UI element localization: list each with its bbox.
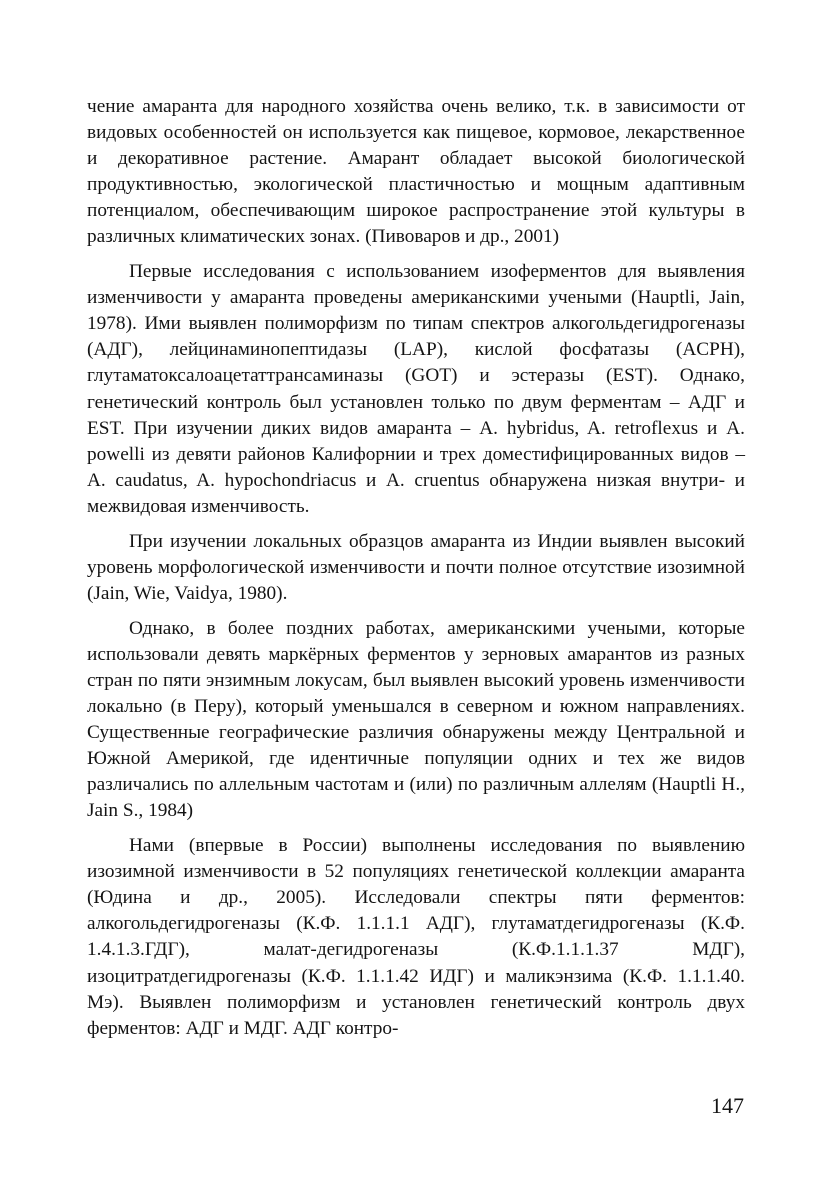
body-text <box>87 94 745 1051</box>
paragraph-3: При изучении локальных образцов амаранта из Индии выявлен высокий уровень морфологической изменчивости и почти полное отсутствие изозимной (Jain, Wie, Vaidya, 1980). <box>87 530 745 604</box>
paragraph-1: чение амаранта для народного хозяйства очень велико, т.к. в зависимости от видовых особенностей он используется как пищевое, кормовое, лекарственное и декоративное растение. Амарант обладает высокой биологической продуктивностью, экологической пластичностью и мощным адаптивным потенциалом, обеспечивающим широкое распространение этой культуры в различных климатических зонах. (Пивоваров и др., 2001) <box>87 96 745 248</box>
paragraph-2: Первые исследования с использованием изоферментов для выявления изменчивости у амаранта проведены американскими учеными (Hauptli, Jain, 1978). Ими выявлен полиморфизм по типам спектров алкогольдегидрогеназы (АДГ), лейцинаминопептидазы (LAP), кислой фосфатазы (ACPH), глутаматоксалоацетаттрансаминазы (GOT) и эстеразы (EST). Однако, генетический контроль был установлен только по двум ферментам – АДГ и EST. При изучении диких видов амаранта – A. hybridus, A. retroflexus и A. powelli из девяти районов Калифорнии и трех доместифицированных видов – A. caudatus, A. hypochondriacus и A. cruentus обнаружена низкая внутри- и межвидовая изменчивость. <box>87 261 745 517</box>
page-number: 147 <box>711 1093 744 1118</box>
paragraph-5: Нами (впервые в России) выполнены исследования по выявлению изозимной изменчивости в 52 популяциях генетической коллекции амаранта (Юдина и др., 2005). Исследовали спектры пяти ферментов: алкогольдегидрогеназы (К.Ф. 1.1.1.1 АДГ), глутаматдегидрогеназы (К.Ф. 1.4.1.3.ГДГ), малат-дегидрогеназы (К.Ф.1.1.1.37 МДГ), изоцитратдегидрогеназы (К.Ф. 1.1.1.42 ИДГ) и маликэнзима (К.Ф. 1.1.1.40. Мэ). Выявлен полиморфизм и установлен генетический контроль двух ферментов: АДГ и МДГ. АДГ контро- <box>87 835 745 1039</box>
paragraph-4: Однако, в более поздних работах, американскими учеными, которые использовали девять маркёрных ферментов у зерновых амарантов из разных стран по пяти энзимным локусам, был выявлен высокий уровень изменчивости локально (в Перу), который уменьшался в северном и южном направлениях. Существенные географические различия обнаружены между Центральной и Южной Америкой, где идентичные популяции одних и тех же видов различались по аллельным частотам и (или) по различным аллелям (Hauptli H., Jain S., 1984) <box>87 617 745 822</box>
